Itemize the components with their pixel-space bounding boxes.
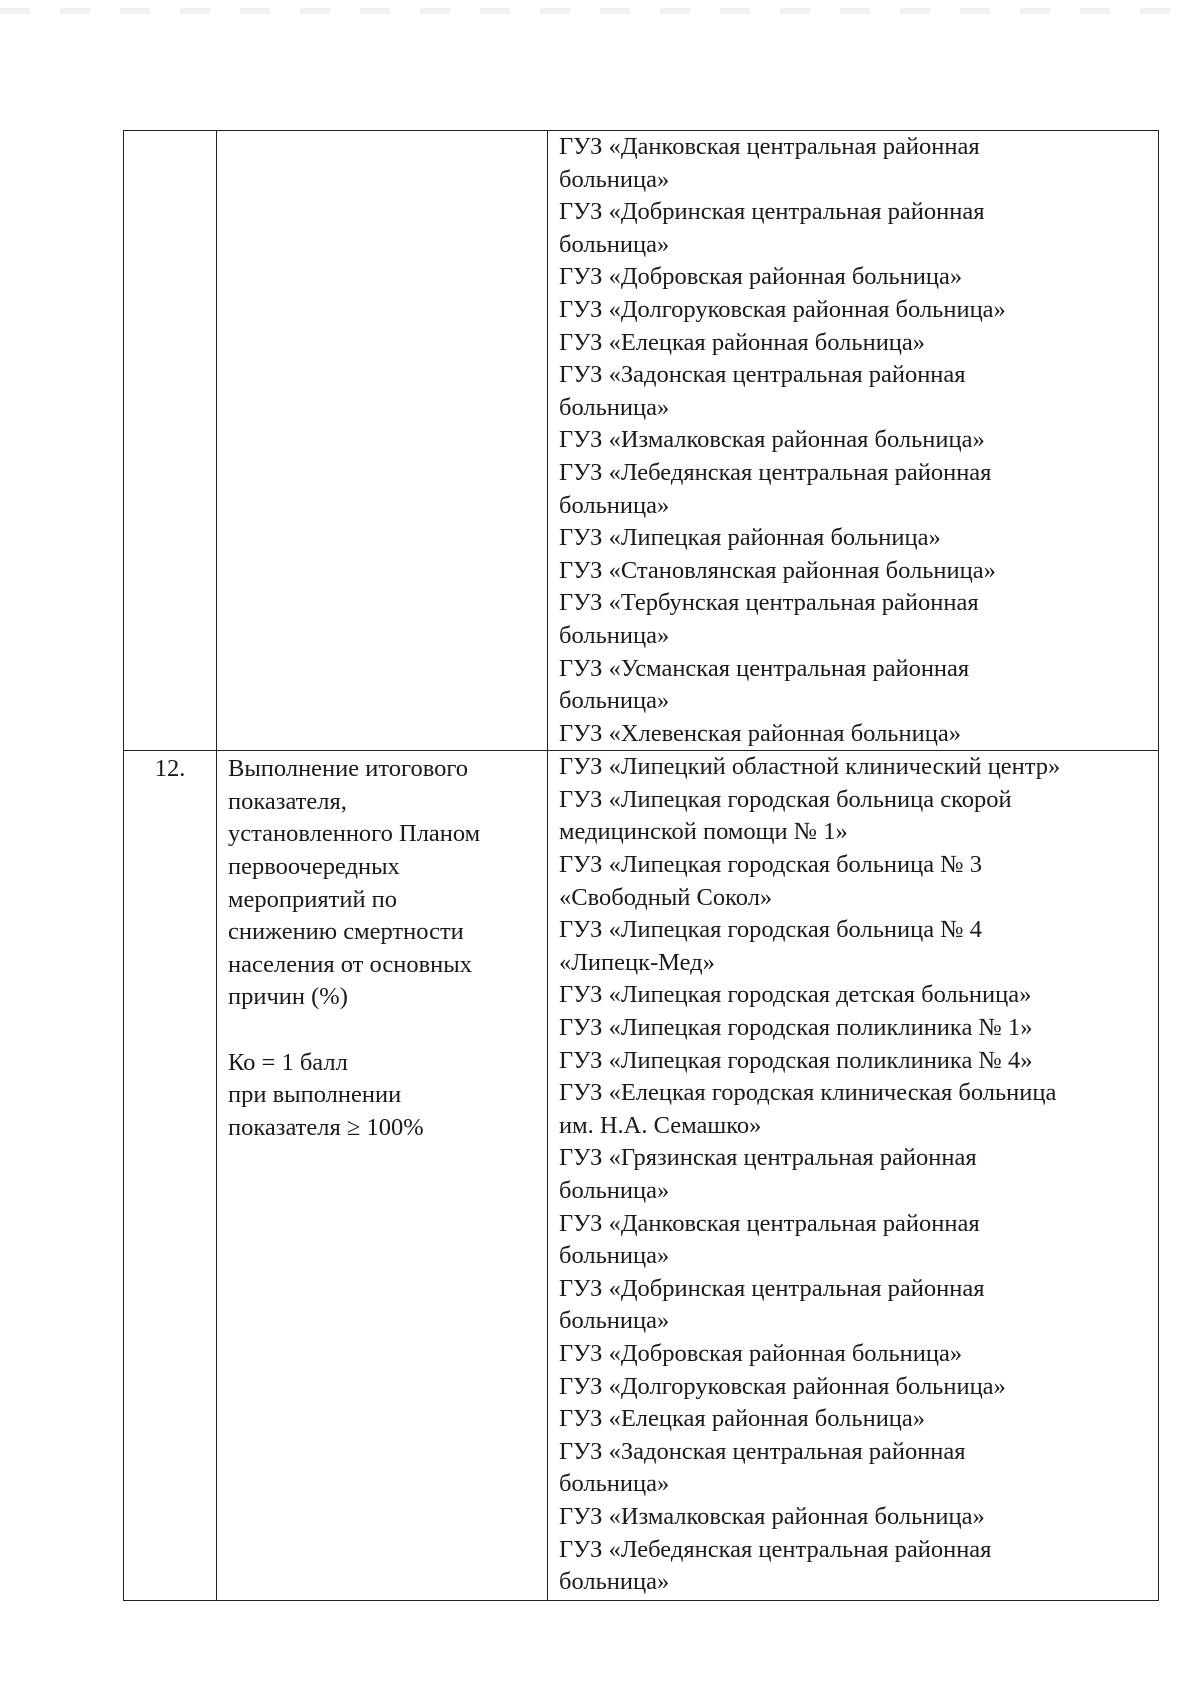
organization-line: ГУЗ «Липецкая городская больница № 4 <box>559 916 982 944</box>
organization-line: ГУЗ «Задонская центральная районная <box>559 361 966 389</box>
organization-line: ГУЗ «Липецкий областной клинический центр» <box>559 753 1061 781</box>
organization-line: «Липецк-Мед» <box>559 948 715 976</box>
indicator-text <box>228 753 541 1014</box>
table-row-continued <box>124 131 1159 751</box>
cell-number-empty <box>124 131 217 751</box>
organization-line: больница» <box>559 230 670 258</box>
score-criteria-text <box>228 1047 541 1145</box>
organization-line: ГУЗ «Лебедянская центральная районная <box>559 1535 992 1563</box>
organization-line: медицинской помощи № 1» <box>559 818 848 846</box>
organization-line: ГУЗ «Елецкая городская клиническая больница <box>559 1079 1057 1107</box>
row-number: 12. <box>154 755 186 783</box>
organization-line: больница» <box>559 1242 670 1270</box>
organization-line: ГУЗ «Липецкая городская больница скорой <box>559 785 1012 813</box>
organization-line: ГУЗ «Липецкая городская больница № 3 <box>559 851 982 879</box>
indicator-line: причин (%) <box>228 983 348 1011</box>
cell-number <box>124 751 217 1601</box>
cell-indicator-empty <box>217 131 548 751</box>
organization-line: ГУЗ «Лебедянская центральная районная <box>559 458 992 486</box>
organization-line: ГУЗ «Липецкая городская поликлиника № 1» <box>559 1014 1033 1042</box>
score-line: Ко = 1 балл <box>228 1048 348 1076</box>
indicator-line: первоочередных <box>228 853 400 881</box>
organization-line: ГУЗ «Липецкая городская детская больница» <box>559 981 1032 1009</box>
organization-line: ГУЗ «Добринская центральная районная <box>559 198 985 226</box>
organization-line: больница» <box>559 621 670 649</box>
organization-line: ГУЗ «Данковская центральная районная <box>559 1209 980 1237</box>
score-line: показателя ≥ 100% <box>228 1113 424 1141</box>
organization-line: ГУЗ «Тербунская центральная районная <box>559 589 979 617</box>
organization-list <box>548 751 1158 1598</box>
organization-line: ГУЗ «Усманская центральная районная <box>559 654 970 682</box>
organization-line: ГУЗ «Елецкая районная больница» <box>559 328 926 356</box>
organization-line: «Свободный Сокол» <box>559 883 773 911</box>
organization-line: ГУЗ «Добровская районная больница» <box>559 1339 963 1367</box>
cell-indicator <box>217 751 548 1601</box>
score-line: при выполнении <box>228 1081 402 1109</box>
organization-line: ГУЗ «Грязинская центральная районная <box>559 1144 977 1172</box>
organization-line: ГУЗ «Добринская центральная районная <box>559 1274 985 1302</box>
organization-line: ГУЗ «Становлянская районная больница» <box>559 556 996 584</box>
organization-line: ГУЗ «Елецкая районная больница» <box>559 1405 926 1433</box>
organization-line: ГУЗ «Хлевенская районная больница» <box>559 719 961 747</box>
organization-line: больница» <box>559 1307 670 1335</box>
organization-line: больница» <box>559 491 670 519</box>
indicator-line: снижению смертности <box>228 918 464 946</box>
table-row-12 <box>124 751 1159 1601</box>
organization-line: ГУЗ «Добровская районная больница» <box>559 263 963 291</box>
organization-line: ГУЗ «Липецкая районная больница» <box>559 524 941 552</box>
cell-organizations-continued <box>548 131 1159 751</box>
organization-line: больница» <box>559 687 670 715</box>
organization-line: ГУЗ «Долгоруковская районная больница» <box>559 1372 1006 1400</box>
organization-line: ГУЗ «Задонская центральная районная <box>559 1437 966 1465</box>
indicator-line: мероприятий по <box>228 885 398 913</box>
organization-line: ГУЗ «Данковская центральная районная <box>559 133 980 160</box>
document-table <box>123 130 1159 1601</box>
organization-line: больница» <box>559 393 670 421</box>
organization-line: ГУЗ «Измалковская районная больница» <box>559 426 985 454</box>
organization-line: больница» <box>559 165 670 193</box>
indicator-line: населения от основных <box>228 950 472 978</box>
organization-list <box>548 131 1158 750</box>
organization-line: ГУЗ «Липецкая городская поликлиника № 4» <box>559 1046 1033 1074</box>
indicator-line: установленного Планом <box>228 820 481 848</box>
organization-line: им. Н.А. Семашко» <box>559 1111 762 1139</box>
cell-organizations <box>548 751 1159 1601</box>
organization-line: больница» <box>559 1470 670 1498</box>
scan-artifact-top <box>0 8 1200 14</box>
organization-line: ГУЗ «Долгоруковская районная больница» <box>559 295 1006 323</box>
indicator-line: показателя, <box>228 787 347 815</box>
organization-line: ГУЗ «Измалковская районная больница» <box>559 1502 985 1530</box>
organization-line: больница» <box>559 1177 670 1204</box>
organization-line: больница» <box>559 1568 670 1596</box>
indicator-line: Выполнение итогового <box>228 755 469 783</box>
